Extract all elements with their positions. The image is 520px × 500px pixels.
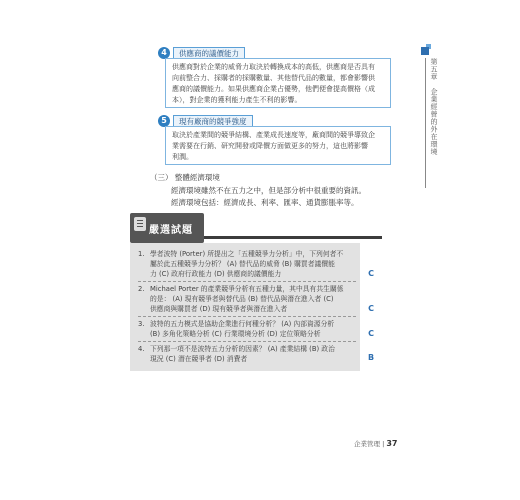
- chapter-marker-icon: [421, 47, 429, 55]
- body-line: 應商的議價能力。如果供應商企業占優勢，他們便會提高價格（成: [172, 85, 375, 93]
- exam-notes-icon: [134, 217, 146, 231]
- page-footer: [354, 439, 397, 448]
- question-line: 學者波特 (Porter) 所提出之「五種競爭力分析」中，下列何者不: [150, 250, 344, 258]
- answer-4: B: [367, 353, 375, 362]
- question-line: 的是： (A) 現有競爭者與替代品 (B) 替代品與潛在進入者 (C): [150, 295, 334, 303]
- footer-label: 企業管理: [354, 440, 380, 448]
- question-line: 力 (C) 政府行政能力 (D) 供應商的議價能力: [150, 270, 282, 278]
- chapter-title: 第五章 企業經營的外在環境: [430, 58, 438, 156]
- question-line: Michael Porter 的產業競爭分析有五種力量，其中具有共生關係: [150, 285, 344, 293]
- question-divider: [138, 341, 356, 342]
- question-line: 供應商與購買者 (D) 現有競爭者與潛在進入者: [150, 305, 288, 313]
- exam-title: 嚴選試題: [149, 224, 193, 236]
- section-title: 供應商的議價能力: [173, 47, 245, 60]
- question-number: 4.: [138, 345, 145, 353]
- answer-1: C: [368, 269, 374, 278]
- section-number-badge: 4: [158, 47, 170, 59]
- question-divider: [138, 316, 356, 317]
- question-1: [138, 249, 356, 279]
- exam-panel: [130, 243, 382, 371]
- body-line: 本），對企業的獲利能力產生不利的影響。: [172, 96, 302, 104]
- part3-line: 經濟環境雖然不在五力之中，但是部分析中很重要的資訊。: [171, 186, 366, 195]
- question-line: 波特的五力模式是協助企業進行何種分析？ (A) 內部資源分析: [150, 320, 335, 328]
- question-divider: [138, 281, 356, 282]
- section-title: 現有廠商的競爭強度: [173, 115, 253, 128]
- body-line: 業需要在行銷、研究開發或降價方面做更多的努力，這也將影響: [172, 142, 368, 150]
- answer-2: C: [368, 304, 374, 313]
- body-line: 向前整合力、採購者的採購數量、其他替代品的數量，都會影響供: [172, 74, 375, 82]
- answer-3: C: [368, 329, 374, 338]
- chapter-rule: [425, 58, 426, 188]
- question-line: 現況 (C) 潛在競爭者 (D) 消費者: [150, 355, 248, 363]
- section-4-body: [165, 58, 391, 108]
- exam-title-tag: [130, 213, 204, 243]
- body-line: 利潤。: [172, 153, 193, 161]
- question-3: [138, 319, 356, 339]
- question-2: [138, 284, 356, 314]
- question-line: (B) 多角化策略分析 (C) 行業環境分析 (D) 定位策略分析: [150, 330, 321, 338]
- question-4: [138, 344, 356, 364]
- question-line: 屬於此五種競爭力分析？ (A) 替代品的威脅 (B) 購買者議價能: [150, 260, 335, 268]
- question-line: 下列那一項不是波特五力分析的因素？ (A) 產業結構 (B) 政治: [150, 345, 335, 353]
- page-number: 37: [386, 439, 398, 448]
- question-number: 3.: [138, 320, 145, 328]
- section-number-badge: 5: [158, 115, 170, 127]
- body-line: 供應商對於企業的威脅力取決於轉換成本的高低，供應商是否具有: [172, 63, 375, 71]
- part3-heading: （三） 整體經濟環境: [150, 173, 220, 182]
- section-5-body: [165, 126, 391, 165]
- question-number: 1.: [138, 250, 145, 258]
- footer-divider: |: [382, 440, 387, 448]
- answer-column: [360, 243, 382, 371]
- part3-line: 經濟環境包括：經濟成長、利率、匯率、通貨膨脹率等。: [171, 198, 359, 207]
- body-line: 取決於產業間的競爭結構、產業成長速度等，廠商間的競爭導致企: [172, 131, 375, 139]
- question-number: 2.: [138, 285, 145, 293]
